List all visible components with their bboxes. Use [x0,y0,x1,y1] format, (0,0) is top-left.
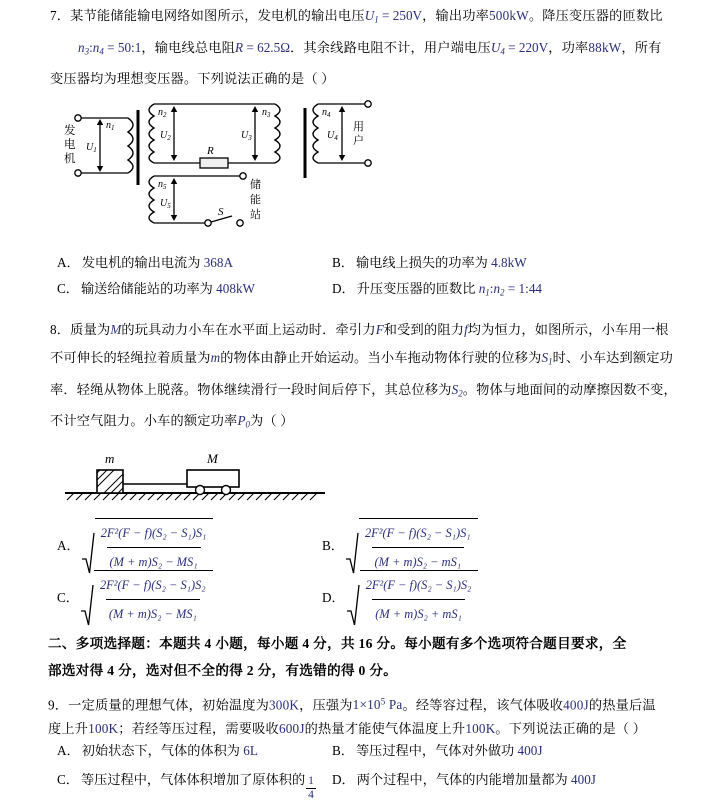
section-2-heading [48,630,708,684]
radical-sign-icon [347,570,360,627]
q8-S2-symbol: S [451,381,459,397]
q8-option-d[interactable] [322,570,478,627]
q9-heat-isochoric: 400J [563,697,589,713]
q8-option-b-denominator: (M + m)S₂ − mS₁ [372,547,465,575]
S-label: S [218,206,224,218]
q8-f-symbol: f [464,322,468,337]
q8-option-c-denominator: (M + m)S₂ − MS₁ [106,599,200,627]
q7-option-b-text: 输电线上损失的功率为 [355,255,488,270]
q7-line-3: 变压器均为理想变压器。下列说法正确的是（ ） [50,71,335,86]
q8-option-b-numerator: 2F²(F − f)(S₂ − S₁)S₁ [364,525,471,540]
q8-m-symbol: m [210,350,221,365]
q8-option-c-radical [81,570,213,627]
q9-line2-part-b: ；若经等压过程，需要吸收 [118,721,279,737]
q9-option-c-text: 等压过程中，气体体积增加了原体积的 [80,772,306,787]
q8-option-a[interactable] [57,518,322,575]
q7-line1-part-b: ，输出功率 [422,8,490,23]
q9-option-c[interactable] [57,767,332,802]
q7-line2-part-d: ，所有 [621,39,662,55]
q7-line2-part-a: ，输电线总电阻 [141,39,236,55]
q9-option-d-value: 400J [571,772,596,787]
cart-mass-label: M [207,451,218,466]
q9-line1-part-a: 9．一定质量的理想气体，初始温度为 [48,697,269,713]
q7-line-2 [50,34,700,66]
q8-option-b[interactable] [322,518,478,575]
q7-option-d-value: = 1:44 [507,281,543,296]
q8-option-d-numerator: 2F²(F − f)(S₂ − S₁)S₂ [365,577,472,592]
q8-line1-part-d: 均为恒力，如图所示，小车用一根 [467,322,669,337]
q8-line2-part-c: 时、小车达到额定功 [552,350,674,365]
q8-S1-sub: 1 [548,356,553,367]
q8-line3-part-b: 。物体与地面间的动摩擦因数不变， [462,381,677,397]
U5-label: $U_5$ [160,198,171,210]
q8-option-row-2 [57,572,697,624]
q9-option-d[interactable] [332,767,596,802]
q9-pressure-unit: Pa [388,697,403,713]
q7-option-a[interactable] [57,250,332,276]
q8-line2-part-a: 不可伸长的轻绳拉着质量为 [50,350,211,365]
q7-u4-value: = 220V [508,39,549,55]
q7-option-d-n1-sub: 1 [485,287,490,298]
q9-pressure-mantissa: 1×10 [352,697,381,713]
q9-option-b-value: 400J [517,743,543,758]
n3-label: $n_3$ [262,107,271,119]
q9-option-c-fraction [306,775,316,802]
q7-u1-symbol: U [364,8,375,23]
q8-option-b-label: B． [322,538,344,553]
q7-output-power: 500kW [489,8,529,23]
q8-P0-symbol: P [237,413,246,428]
q9-line1-part-b: ，压强为 [299,697,353,713]
figure-cart-pulling-block [55,443,345,508]
q7-option-a-text: 发电机的输出电流为 [81,255,201,270]
q9-option-a-value: 6L [243,743,258,758]
q9-line1-part-c: 。经等容过程，该气体吸收 [402,697,564,713]
q7-option-d-colon: : [489,281,494,296]
q8-option-c-label: C． [57,590,79,605]
q8-P0-sub: 0 [245,419,250,430]
radical-sign-icon [346,518,359,575]
q9-option-b[interactable] [332,738,542,764]
q8-option-b-radical [346,518,478,575]
q7-option-a-value: 368A [203,255,234,270]
q9-heat-isobaric: 600J [278,721,305,737]
q8-line4-part-b: 为（ ） [249,413,294,428]
q9-option-row-1 [57,738,697,764]
q7-option-c[interactable] [57,276,332,306]
n5-label: $n_5$ [158,179,167,191]
circuit-svg [50,88,380,233]
q9-line2-part-c: 的热量才能使气体温度上升 [304,721,466,737]
q7-ratio-colon: : [89,39,93,55]
q9-option-c-label: C． [57,772,79,787]
question-7-options [57,250,697,306]
U1-label: $U_1$ [86,142,97,154]
q9-option-c-frac-numerator: 1 [308,775,314,787]
figure-power-transmission-circuit [50,88,380,233]
q8-S2-sub: 2 [458,388,463,398]
q8-line-1 [50,316,705,344]
n2-label: $n_2$ [158,107,167,119]
q8-F-symbol: F [375,322,384,337]
q7-option-b-value: 4.8kW [491,255,527,270]
q7-user-power: 88kW [588,39,622,55]
q7-n3-symbol: n [78,39,85,55]
q8-option-a-denominator: (M + m)S₂ − MS₁ [107,547,201,575]
q7-line1-part-c: 。降压变压器的匝数比 [528,8,663,23]
q9-option-a-text: 初始状态下，气体的体积为 [81,743,240,758]
question-7-text [50,2,700,93]
q7-option-row-2 [57,276,697,306]
q8-line1-part-c: 和受到的阻力 [383,322,465,337]
section-2-line-2: 部选对得 4 分，选对但不全的得 2 分，有选错的得 0 分。 [48,663,398,678]
q7-option-c-label: C． [57,281,79,296]
q8-line4-part-a: 不计空气阻力。小车的额定功率 [50,413,238,428]
q7-option-d-n1: n [478,281,486,296]
q8-line-4 [50,407,705,439]
radical-sign-icon [82,518,95,575]
q8-option-row-1 [57,520,697,572]
q7-n4-symbol: n [92,39,100,55]
q7-u1-value: = 250V [382,8,423,23]
U4-label: $U_4$ [327,130,338,142]
q8-option-c-numerator: 2F²(F − f)(S₂ − S₁)S₂ [99,577,206,592]
q8-option-a-label: A． [57,538,80,553]
q9-pressure-exponent: 5 [380,697,386,707]
q9-line2-part-d: 。下列说法正确的是（ ） [495,721,647,737]
q9-option-c-frac-denominator: 4 [308,789,314,801]
q7-option-b[interactable] [332,250,527,276]
storage-label-char2: 能 [250,194,261,206]
q9-option-a[interactable] [57,738,332,764]
question-8-options [57,520,697,624]
n1-label: $n_1$ [106,120,115,132]
q8-line-3 [50,376,705,408]
storage-label-char1: 储 [250,179,261,191]
q9-option-d-label: D． [332,772,355,787]
user-label-char1: 用 [353,121,364,133]
q9-option-a-label: A． [57,743,80,758]
q8-option-d-label: D． [322,590,345,605]
q7-line2-part-c: ，功率 [548,39,589,55]
generator-label-char3: 机 [64,153,76,165]
q8-line1-part-b: 的玩具动力小车在水平面上运动时．牵引力 [121,322,376,337]
q7-option-b-label: B． [332,255,354,270]
section-2-line-1: 二、多项选择题：本题共 4 小题，每小题 4 分，共 16 分。每小题有多个选项符合题目要求，全 [48,636,627,651]
q7-n3-subscript: 3 [84,46,90,56]
generator-label-char2: 电 [64,139,76,151]
q7-line-1 [50,2,700,34]
cart-diagram-svg [55,443,345,508]
q9-line2-part-a: 度上升 [48,721,89,737]
n4-label: $n_4$ [322,107,331,119]
question-9-options [57,738,697,802]
q9-initial-temperature: 300K [269,697,300,713]
q8-option-c[interactable] [57,570,322,627]
q8-line3-part-a: 率．轻绳从物体上脱落。物体继续滑行一段时间后停下，其总位移为 [50,381,452,397]
q9-option-b-text: 等压过程中，气体对外做功 [355,743,515,758]
q8-line-2 [50,344,705,376]
q7-option-c-text: 输送给储能站的功率为 [80,281,213,296]
q9-option-d-text: 两个过程中，气体的内能增加量都为 [356,772,568,787]
q7-option-d-n2: n [493,281,501,296]
q7-u1-subscript: 1 [374,14,379,25]
q8-line1-part-a: 8．质量为 [50,322,111,337]
q9-delta-t-2: 100K [465,721,496,737]
q7-line2-part-b: ．其余线路电阻不计，用户端电压 [290,39,491,55]
question-8-text [50,316,705,439]
U3-label: $U_3$ [241,130,252,142]
q7-option-c-value: 408kW [216,281,255,296]
question-9-text [48,690,708,741]
storage-label-char3: 站 [250,209,261,221]
q7-option-d[interactable] [332,276,542,306]
q8-option-a-radical [82,518,214,575]
q8-M-symbol: M [110,322,122,337]
q7-option-d-text: 升压变压器的匝数比 [356,281,476,296]
user-label-char2: 户 [353,135,364,147]
q9-line-1 [48,690,708,717]
generator-label-char1: 发 [64,125,76,137]
q7-R-value: = 62.5Ω [246,39,291,55]
q7-R-symbol: R [235,39,244,55]
q7-n4-subscript: 4 [99,46,104,56]
q7-option-row-1 [57,250,697,276]
q9-delta-t-1: 100K [88,721,119,737]
R-label: R [207,145,214,157]
radical-sign-icon [81,570,94,627]
q7-u4-subscript: 4 [500,46,505,56]
q8-S1-symbol: S [541,350,549,365]
q7-option-a-label: A． [57,255,80,270]
q9-option-b-label: B． [332,743,354,758]
q8-option-d-denominator: (M + m)S₂ + mS₁ [372,599,465,627]
U2-label: $U_2$ [160,130,171,142]
q8-option-d-radical [347,570,479,627]
q7-turns-ratio-value: = 50:1 [107,39,142,55]
block-mass-label: m [105,451,115,466]
q9-option-row-2 [57,767,697,802]
q7-option-d-n2-sub: 2 [500,287,505,298]
q7-line1-part-a: 7．某节能储能输电网络如图所示，发电机的输出电压 [50,8,365,23]
q7-u4-symbol: U [490,39,501,55]
q8-option-a-numerator: 2F²(F − f)(S₂ − S₁)S₁ [100,525,207,540]
q7-option-d-label: D． [332,281,355,296]
q8-line2-part-b: 的物体由静止开始运动。当小车拖动物体行驶的位移为 [220,350,542,365]
q9-line1-part-d: 的热量后温 [588,697,656,713]
